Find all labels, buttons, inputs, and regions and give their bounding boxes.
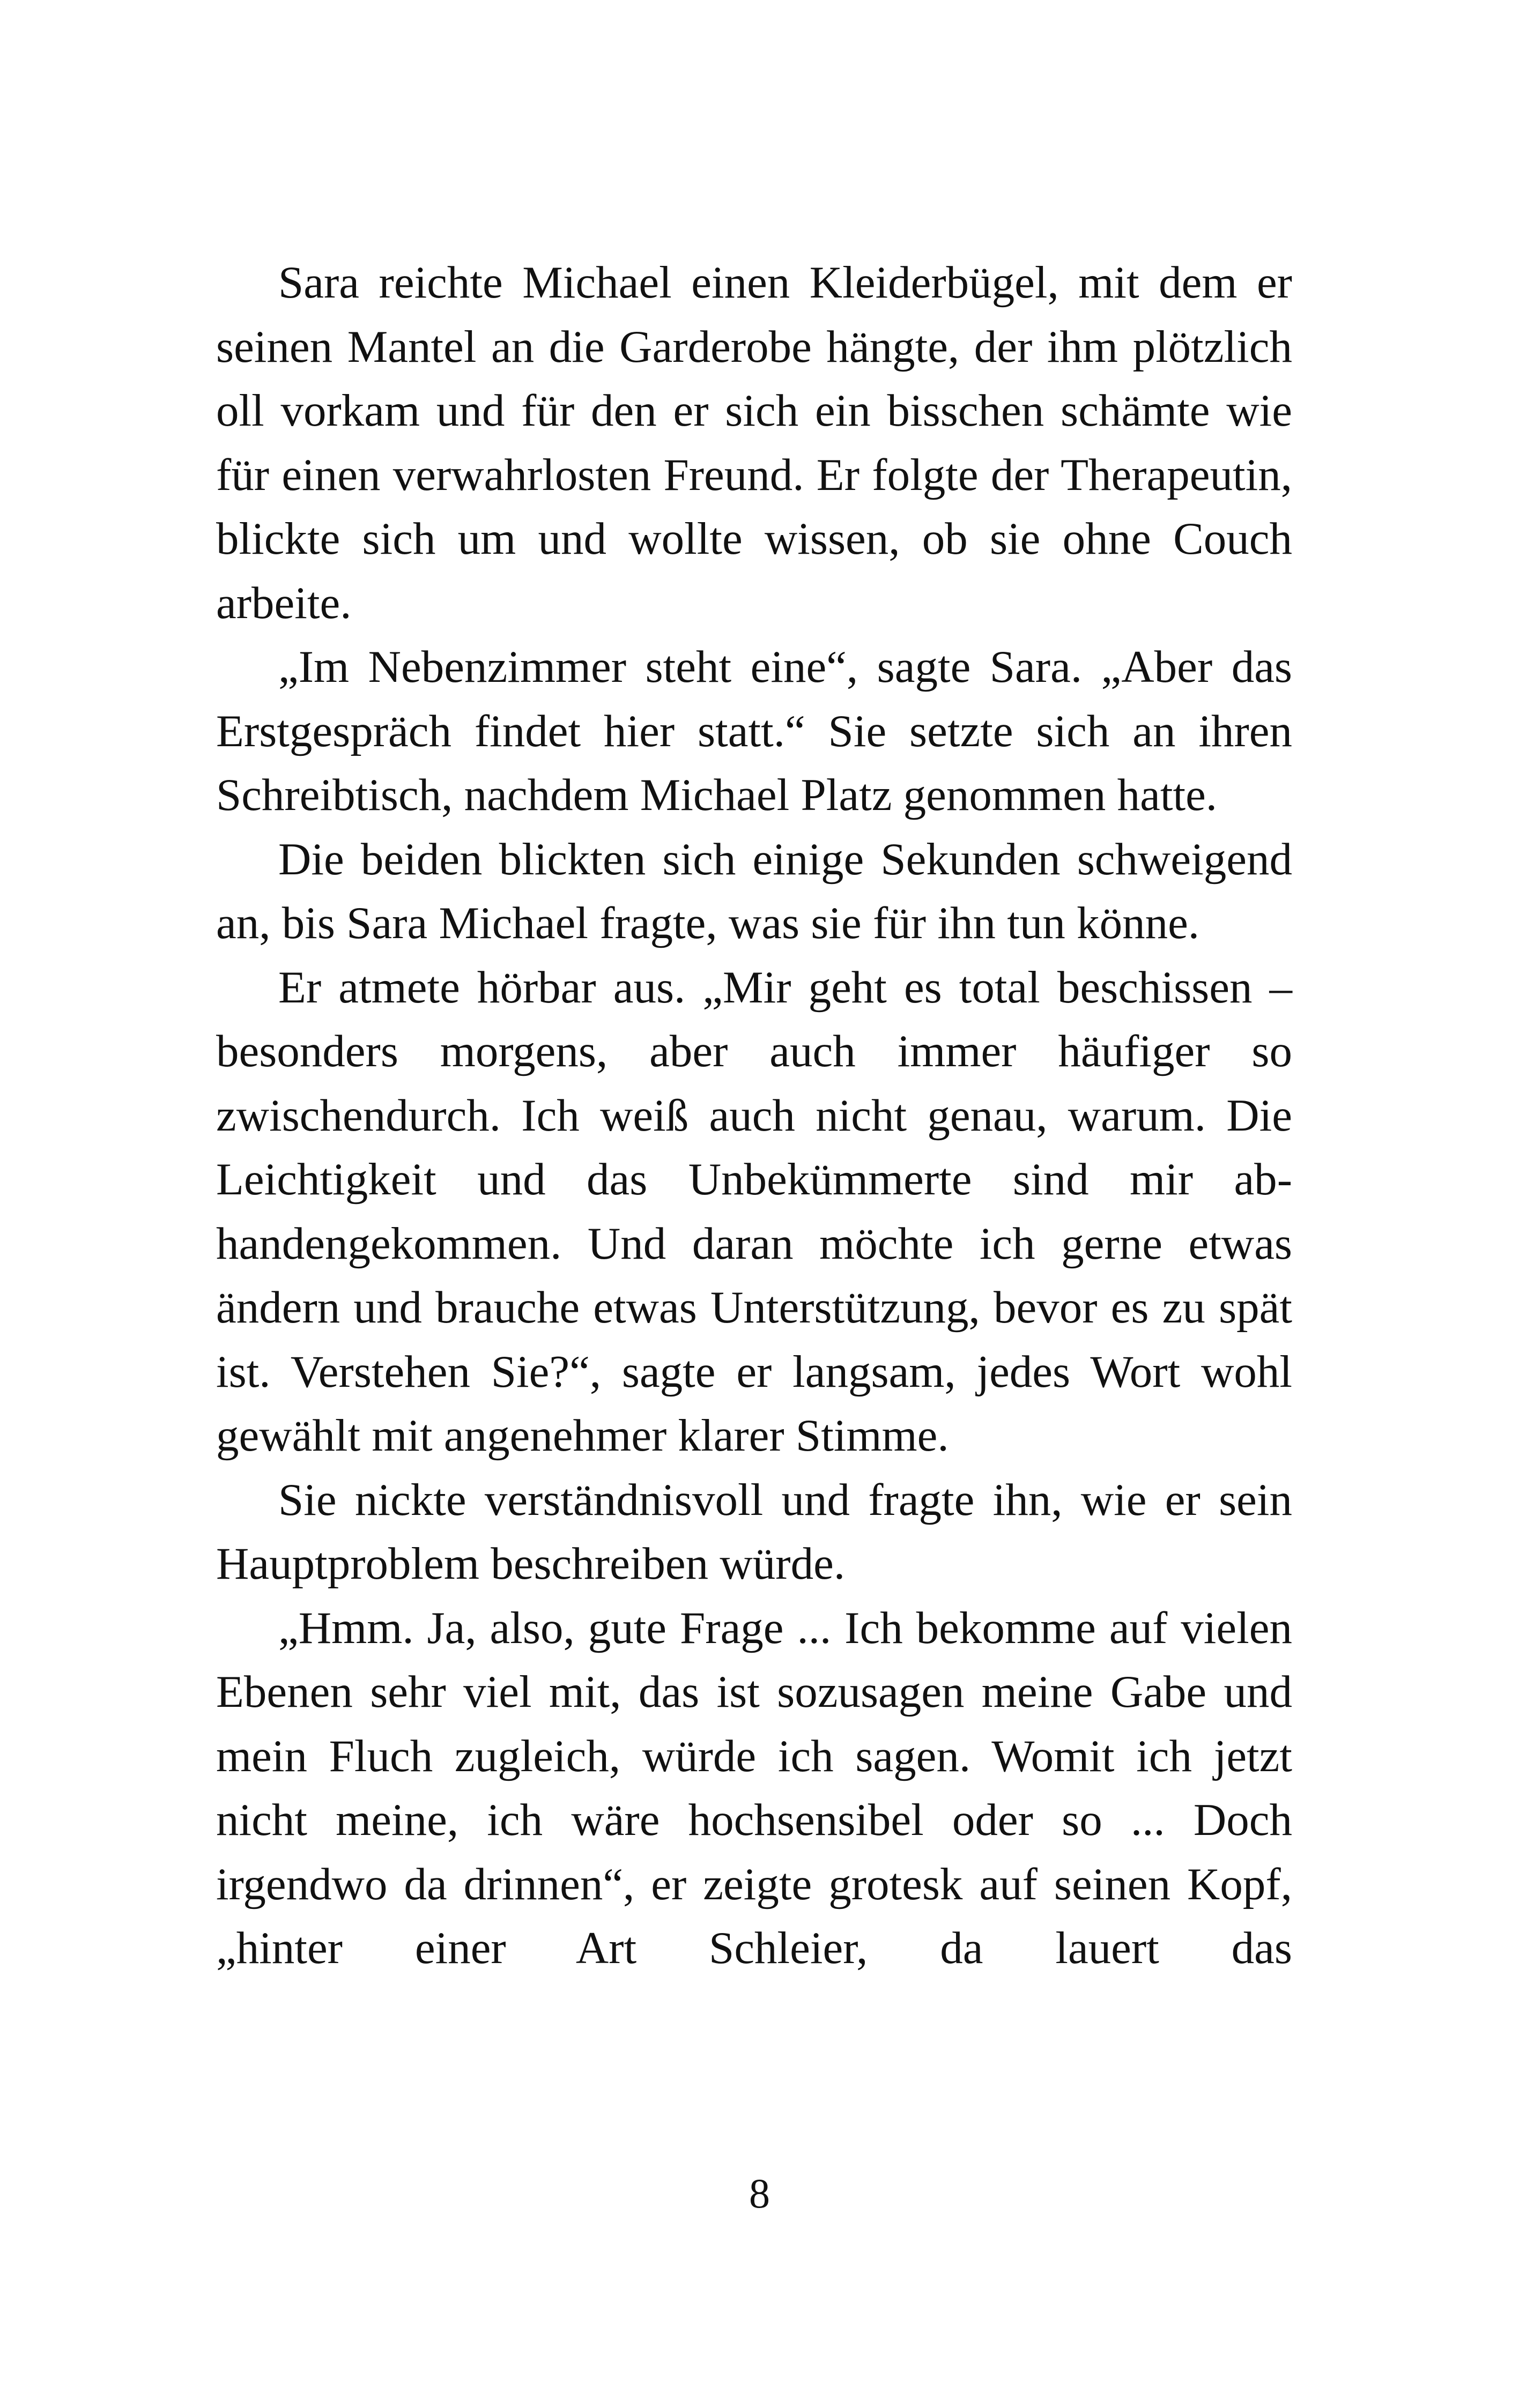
body-text [216, 251, 1292, 1981]
paragraph: Sie nickte verständnisvoll und fragte ihn, wie er sein Hauptproblem beschreiben würde. [216, 1474, 1292, 1589]
paragraph: Sara reichte Michael einen Kleiderbügel, mit dem er seinen Mantel an die Garderobe hängte, der ihm plötzlich oll vorkam und für den er sich ein bisschen schämte wie für einen verwahrlosten Freund. Er folgte der Therapeutin, blickte sich um und wollte wissen, ob sie ohne Couch arbeite. [216, 257, 1292, 628]
paragraph: „Im Nebenzimmer steht eine“, sagte Sara. „Aber das Erstgespräch findet hier statt.“ Sie setzte sich an ihren Schreibtisch, nachdem Michael Platz genommen hatte. [216, 642, 1292, 820]
page-number: 8 [749, 2170, 770, 2217]
paragraph: Die beiden blickten sich einige Sekunden schweigend an, bis Sara Michael fragte, was sie für ihn tun könne. [216, 834, 1292, 948]
paragraph: „Hmm. Ja, also, gute Frage ... Ich bekomme auf vielen Ebenen sehr viel mit, das ist sozusagen meine Gabe und mein Fluch zugleich, würde ich sagen. Womit ich jetzt nicht meine, ich wäre hochsensibel oder so ... Doch irgendwo da drinnen“, er zeigte grotesk auf seinen Kopf, „hinter einer Art Schleier, da lauert das [216, 1602, 1292, 1973]
paragraph: Er atmete hörbar aus. „Mir geht es total beschissen – besonders morgens, aber auch immer häufiger so zwischendurch. Ich weiß auch nicht genau, warum. Die Leichtigkeit und das Unbekümmerte sind mir abhandengekommen. Und daran möchte ich gerne etwas ändern und brauche etwas Unterstützung, bevor es zu spät ist. Verstehen Sie?“, sagte er langsam, jedes Wort wohl gewählt mit angenehmer klarer Stimme. [216, 962, 1292, 1461]
